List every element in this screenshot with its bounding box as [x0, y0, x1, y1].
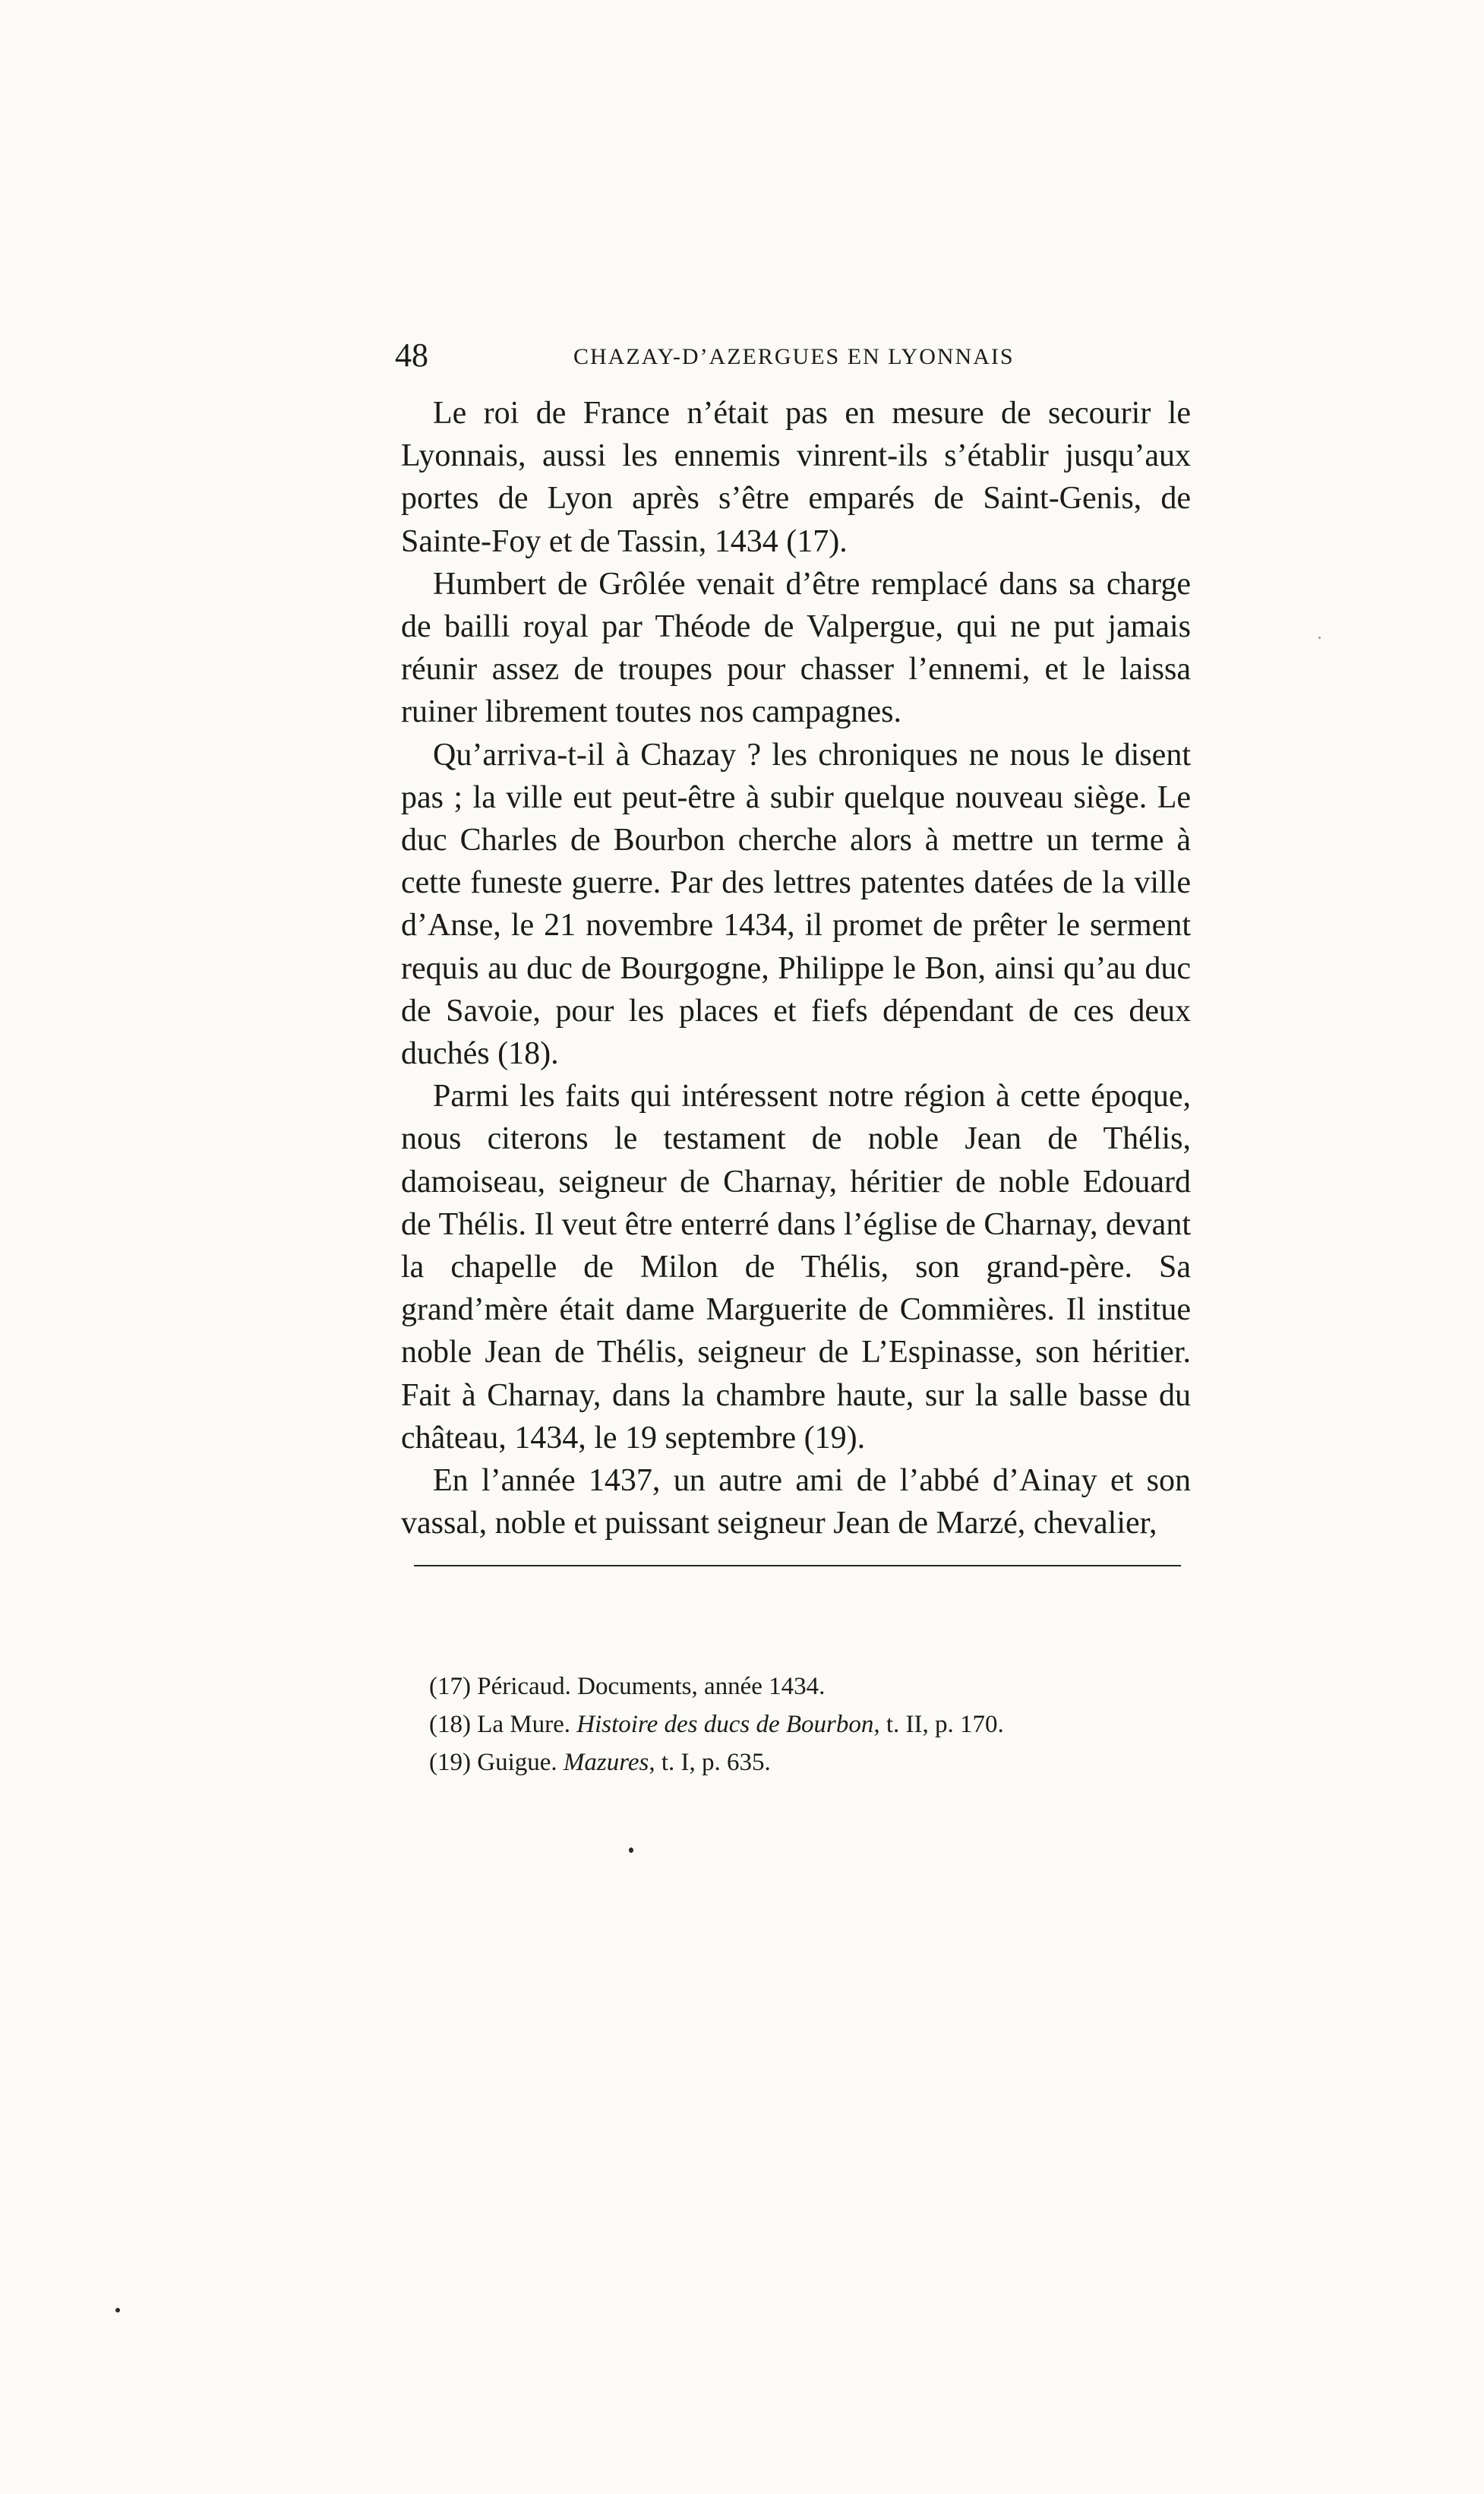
ink-speck [629, 1848, 633, 1853]
footnote-text: Péricaud. Documents, année 1434. [477, 1673, 826, 1700]
paragraph: Humbert de Grôlée venait d’être remplacé dans sa charge de bailli royal par Théode de Valpergue, qui ne put jamais réunir assez de troupes pour chasser l’ennemi, et le laissa ruiner librement toutes nos campagnes. [401, 566, 1191, 730]
footnotes [429, 1667, 1189, 1781]
footnote-title: Mazures [563, 1749, 649, 1776]
body-text [401, 392, 1191, 1544]
ink-speck [115, 2308, 120, 2312]
running-title: CHAZAY-D’AZERGUES EN LYONNAIS [573, 344, 1015, 369]
footnote-marker: (18) [429, 1711, 471, 1738]
footnote-separator [414, 1565, 1181, 1566]
footnote [429, 1705, 1189, 1743]
footnote [429, 1743, 1189, 1781]
page-header [395, 333, 1191, 378]
paragraph: Qu’arriva-t-il à Chazay ? les chroniques ne nous le disent pas ; la ville eut peut-être à subir quelque nouveau siège. Le duc Charles de Bourbon cherche alors à mettre un terme à cette funeste guerre. Par des lettres patentes datées de la ville d’Anse, le 21 novembre 1434, il promet de prêter le serment requis au duc de Bourgogne, Philippe le Bon, ainsi qu’au duc de Savoie, pour les places et fiefs dépendant de ces deux duchés (18). [401, 737, 1191, 1072]
paragraph: En l’année 1437, un autre ami de l’abbé d’Ainay et son vassal, noble et puissant seigneur Jean de Marzé, chevalier, [401, 1463, 1191, 1541]
paragraph: Le roi de France n’était pas en mesure de secourir le Lyonnais, aussi les ennemis vinrent-ils s’établir jusqu’aux portes de Lyon après s’être emparés de Saint-Genis, de Sainte-Foy et de Tassin, 1434 (17). [401, 396, 1191, 559]
page-number: 48 [395, 337, 428, 374]
footnote [429, 1667, 1189, 1705]
footnote-title: Histoire des ducs de Bourbon [576, 1711, 874, 1738]
ink-speck [1318, 637, 1321, 639]
footnote-text: La Mure. [477, 1711, 571, 1738]
paragraph: Parmi les faits qui intéressent notre région à cette époque, nous citerons le testament de noble Jean de Thélis, damoiseau, seigneur de Charnay, héritier de noble Edouard de Thélis. Il veut être enterré dans l’église de Charnay, devant la chapelle de Milon de Thélis, son grand-père. Sa grand’mère était dame Marguerite de Commières. Il institue noble Jean de Thélis, seigneur de L’Espinasse, son héritier. Fait à Charnay, dans la chambre haute, sur la salle basse du château, 1434, le 19 septembre (19). [401, 1079, 1191, 1456]
footnote-reference: , t. I, p. 635. [649, 1749, 771, 1776]
footnote-marker: (17) [429, 1673, 471, 1700]
footnote-reference: , t. II, p. 170. [873, 1711, 1004, 1738]
footnote-marker: (19) [429, 1749, 471, 1776]
footnote-text: Guigue. [477, 1749, 557, 1776]
